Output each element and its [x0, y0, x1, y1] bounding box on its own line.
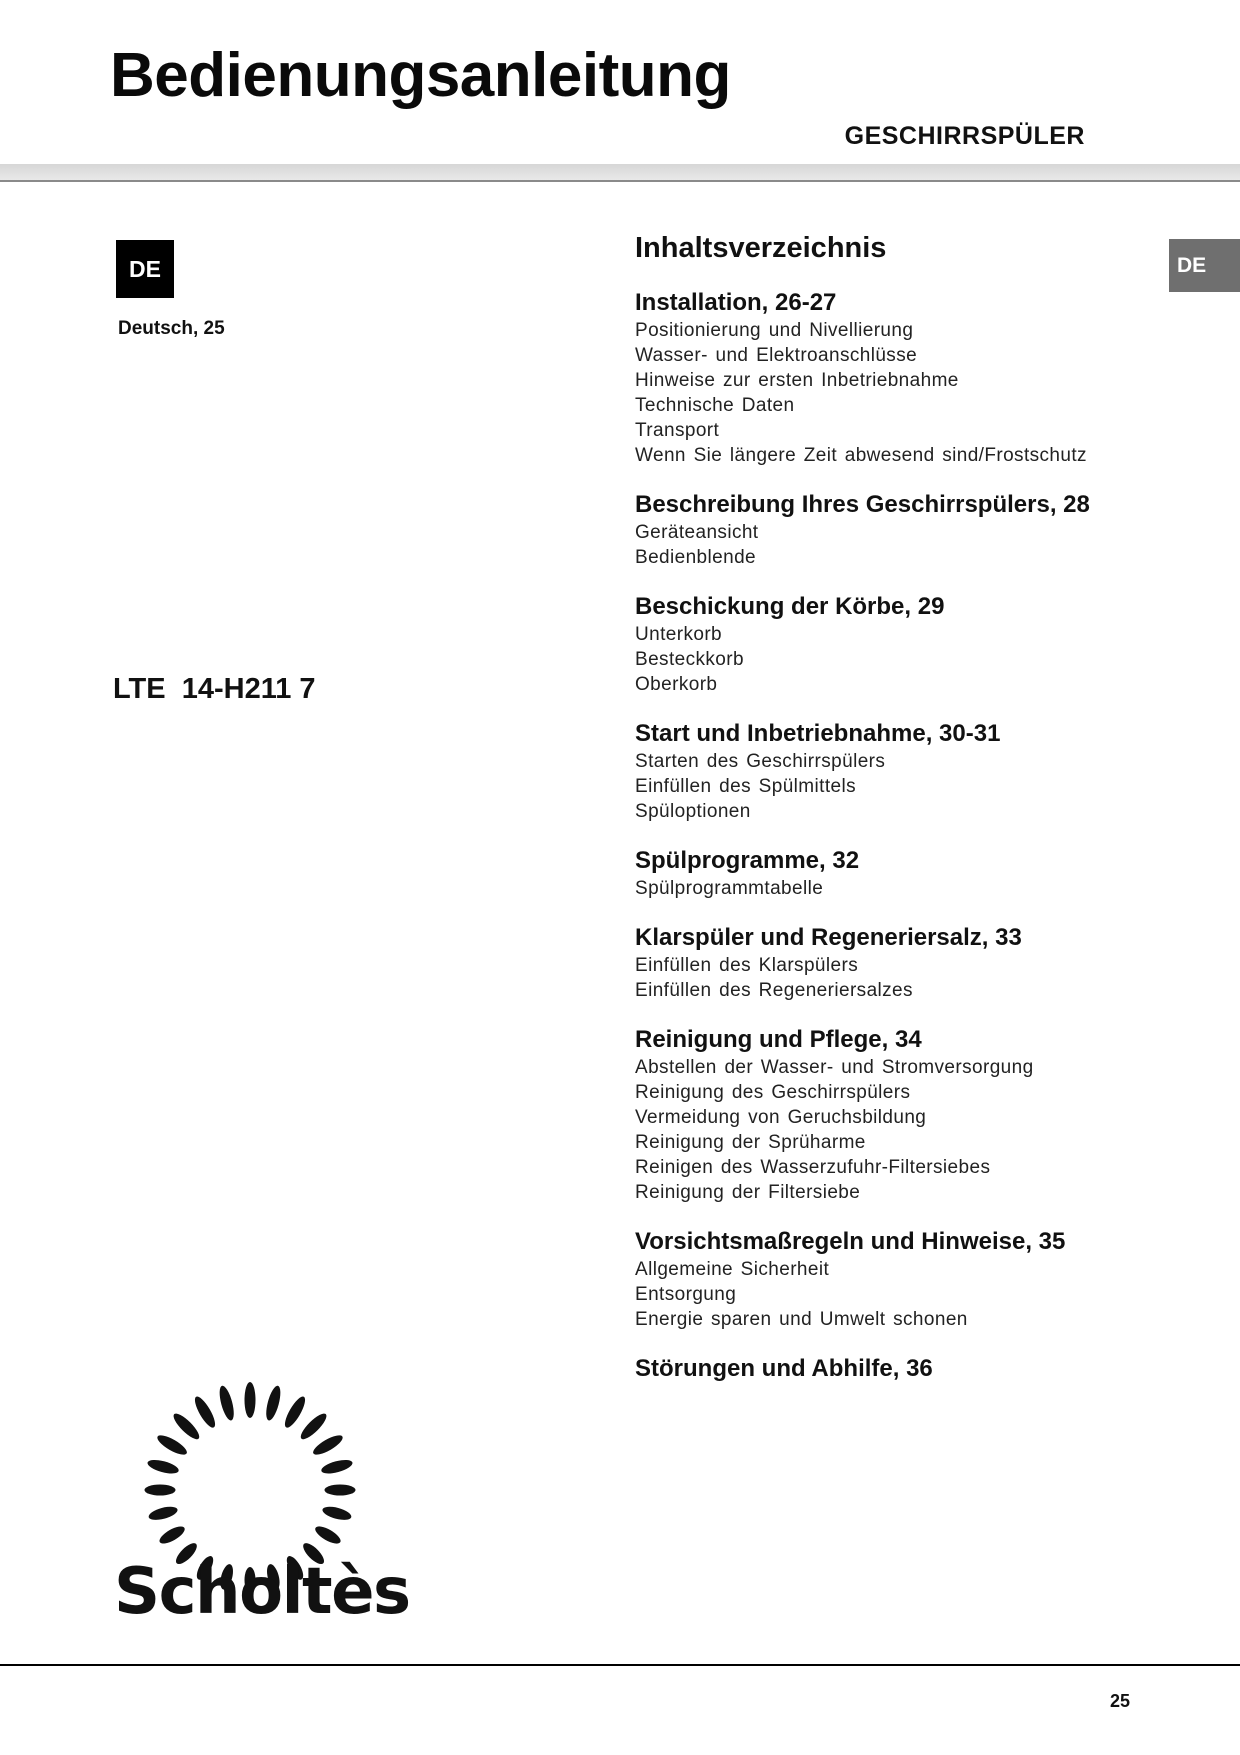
toc-entry: Unterkorb: [635, 624, 723, 645]
toc-sections: [635, 288, 1195, 1384]
toc-section-title: Klarspüler und Regeneriersalz, 33: [635, 924, 1022, 951]
logo-ray: [155, 1432, 190, 1458]
language-caption: Deutsch, 25: [118, 318, 225, 339]
logo-ray: [320, 1457, 354, 1476]
toc-section: [635, 490, 1195, 570]
toc-entry: Entsorgung: [635, 1284, 737, 1305]
toc-entry: Einfüllen des Regeneriersalzes: [635, 980, 913, 1001]
logo-ray: [281, 1394, 308, 1430]
logo-ray: [313, 1523, 343, 1547]
toc-entry: Einfüllen des Spülmittels: [635, 776, 856, 797]
toc-entry: Reinigung des Geschirrspülers: [635, 1082, 911, 1103]
toc-section-title: Spülprogramme, 32: [635, 847, 860, 874]
toc-entry: Starten des Geschirrspülers: [635, 751, 886, 772]
logo-ray: [325, 1485, 356, 1496]
logo-ray: [217, 1384, 237, 1421]
toc-entry: Wenn Sie längere Zeit abwesend sind/Frostschutz: [635, 445, 1087, 466]
logo-ray: [245, 1382, 256, 1418]
toc-entry: Spüloptionen: [635, 801, 751, 822]
toc-section: [635, 288, 1195, 468]
toc-section-title: Beschreibung Ihres Geschirrspülers, 28: [635, 491, 1090, 518]
toc-section: [635, 1354, 1195, 1384]
logo-ray: [147, 1504, 179, 1522]
toc-section-title: Start und Inbetriebnahme, 30-31: [635, 720, 1001, 747]
brand-name: Scholtès: [114, 1555, 410, 1629]
toc-entry: Hinweise zur ersten Inbetriebnahme: [635, 370, 959, 391]
toc-section-title: Reinigung und Pflege, 34: [635, 1026, 922, 1053]
toc-section-title: Beschickung der Körbe, 29: [635, 593, 945, 620]
toc-entry: Oberkorb: [635, 674, 718, 695]
footer-divider: [0, 1664, 1240, 1666]
toc-entry: Abstellen der Wasser- und Stromversorgung: [635, 1057, 1034, 1078]
toc-section: [635, 923, 1195, 1003]
toc-section: [635, 1227, 1195, 1332]
toc-section: [635, 592, 1195, 697]
toc-entry: Reinigen des Wasserzufuhr-Filtersiebes: [635, 1157, 991, 1178]
header-divider: [0, 164, 1240, 182]
toc-heading: Inhaltsverzeichnis: [635, 232, 887, 264]
logo-ray: [311, 1432, 346, 1458]
page-number: 25: [1110, 1691, 1131, 1711]
toc-section-title: Installation, 26-27: [635, 289, 837, 316]
toc-entry: Vermeidung von Geruchsbildung: [635, 1107, 927, 1128]
toc-entry: Allgemeine Sicherheit: [635, 1259, 830, 1280]
language-badge: DE: [116, 240, 174, 298]
model-number: LTE 14-H211 7: [113, 673, 316, 705]
toc-entry: Energie sparen und Umwelt schonen: [635, 1309, 968, 1330]
table-of-contents: [635, 230, 1195, 1406]
product-category: GESCHIRRSPÜLER: [844, 122, 1085, 150]
toc-entry: Wasser- und Elektroanschlüsse: [635, 345, 918, 366]
logo-ray: [146, 1457, 180, 1476]
logo-ray: [191, 1394, 218, 1430]
logo-ray: [263, 1384, 283, 1421]
document-title: Bedienungsanleitung: [110, 41, 731, 110]
logo-ray: [321, 1504, 353, 1522]
language-side-tab: DE: [1169, 239, 1240, 292]
toc-section: [635, 1025, 1195, 1205]
toc-entry: Geräteansicht: [635, 522, 759, 543]
toc-entry: Einfüllen des Klarspülers: [635, 955, 859, 976]
logo-ray: [297, 1410, 329, 1442]
toc-entry: Reinigung der Sprüharme: [635, 1132, 866, 1153]
logo-ray: [145, 1485, 176, 1496]
toc-entry: Reinigung der Filtersiebe: [635, 1182, 861, 1203]
toc-entry: Technische Daten: [635, 395, 795, 416]
toc-entry: Positionierung und Nivellierung: [635, 320, 914, 341]
toc-section-title: Vorsichtsmaßregeln und Hinweise, 35: [635, 1228, 1066, 1255]
toc-section-title: Störungen und Abhilfe, 36: [635, 1355, 933, 1382]
toc-entry: Transport: [635, 420, 720, 441]
toc-entry: Besteckkorb: [635, 649, 744, 670]
toc-entry: Bedienblende: [635, 547, 757, 568]
toc-section: [635, 846, 1195, 901]
logo-ray: [157, 1523, 187, 1547]
logo-ray: [170, 1410, 202, 1442]
toc-entry: Spülprogrammtabelle: [635, 878, 824, 899]
toc-section: [635, 719, 1195, 824]
